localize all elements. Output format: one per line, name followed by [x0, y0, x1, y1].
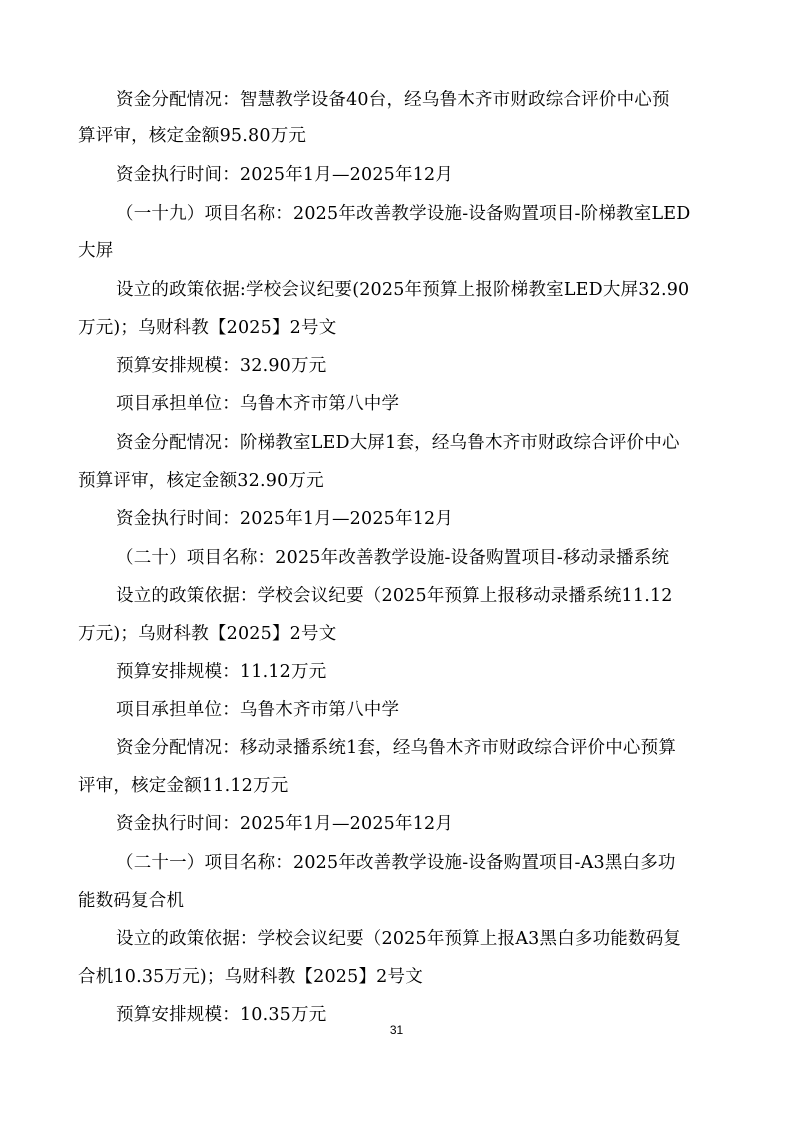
section-heading: 能数码复合机 — [78, 891, 185, 911]
text-line: 资金执行时间：2025年1月—2025年12月 — [116, 509, 454, 529]
text-line: 万元)；乌财科教【2025】2号文 — [78, 624, 337, 644]
text-line: 资金执行时间：2025年1月—2025年12月 — [116, 165, 454, 185]
text-line: 资金执行时间：2025年1月—2025年12月 — [116, 814, 454, 834]
text-line: 资金分配情况：智慧教学设备40台，经乌鲁木齐市财政综合评价中心预 — [116, 90, 670, 110]
text-line: 资金分配情况：移动录播系统1套，经乌鲁木齐市财政综合评价中心预算 — [116, 738, 677, 758]
text-line: 算评审，核定金额95.80万元 — [78, 126, 307, 146]
text-line: 设立的政策依据：学校会议纪要（2025年预算上报A3黑白多功能数码复 — [116, 929, 682, 949]
text-line: 评审，核定金额11.12万元 — [78, 776, 289, 796]
text-line: 预算安排规模：11.12万元 — [116, 662, 327, 682]
text-line: 万元)；乌财科教【2025】2号文 — [78, 318, 337, 338]
text-line: 项目承担单位：乌鲁木齐市第八中学 — [116, 700, 400, 720]
section-heading: 大屏 — [78, 241, 114, 261]
text-line: 合机10.35万元)；乌财科教【2025】2号文 — [78, 967, 423, 987]
section-heading: （二十）项目名称：2025年改善教学设施-设备购置项目-移动录播系统 — [116, 548, 670, 568]
text-line: 预算安排规模：32.90万元 — [116, 356, 327, 376]
text-line: 项目承担单位：乌鲁木齐市第八中学 — [116, 394, 400, 414]
text-line: 预算安排规模：10.35万元 — [116, 1005, 327, 1025]
text-line: 设立的政策依据：学校会议纪要（2025年预算上报移动录播系统11.12 — [116, 586, 673, 606]
text-line: 预算评审，核定金额32.90万元 — [78, 471, 324, 491]
section-heading: （二十一）项目名称：2025年改善教学设施-设备购置项目-A3黑白多功 — [116, 853, 676, 873]
text-line: 设立的政策依据:学校会议纪要(2025年预算上报阶梯教室LED大屏32.90 — [116, 280, 690, 300]
section-heading: （一十九）项目名称：2025年改善教学设施-设备购置项目-阶梯教室LED — [116, 204, 691, 224]
page-number: 31 — [389, 1023, 404, 1037]
text-line: 资金分配情况：阶梯教室LED大屏1套，经乌鲁木齐市财政综合评价中心 — [116, 433, 680, 453]
